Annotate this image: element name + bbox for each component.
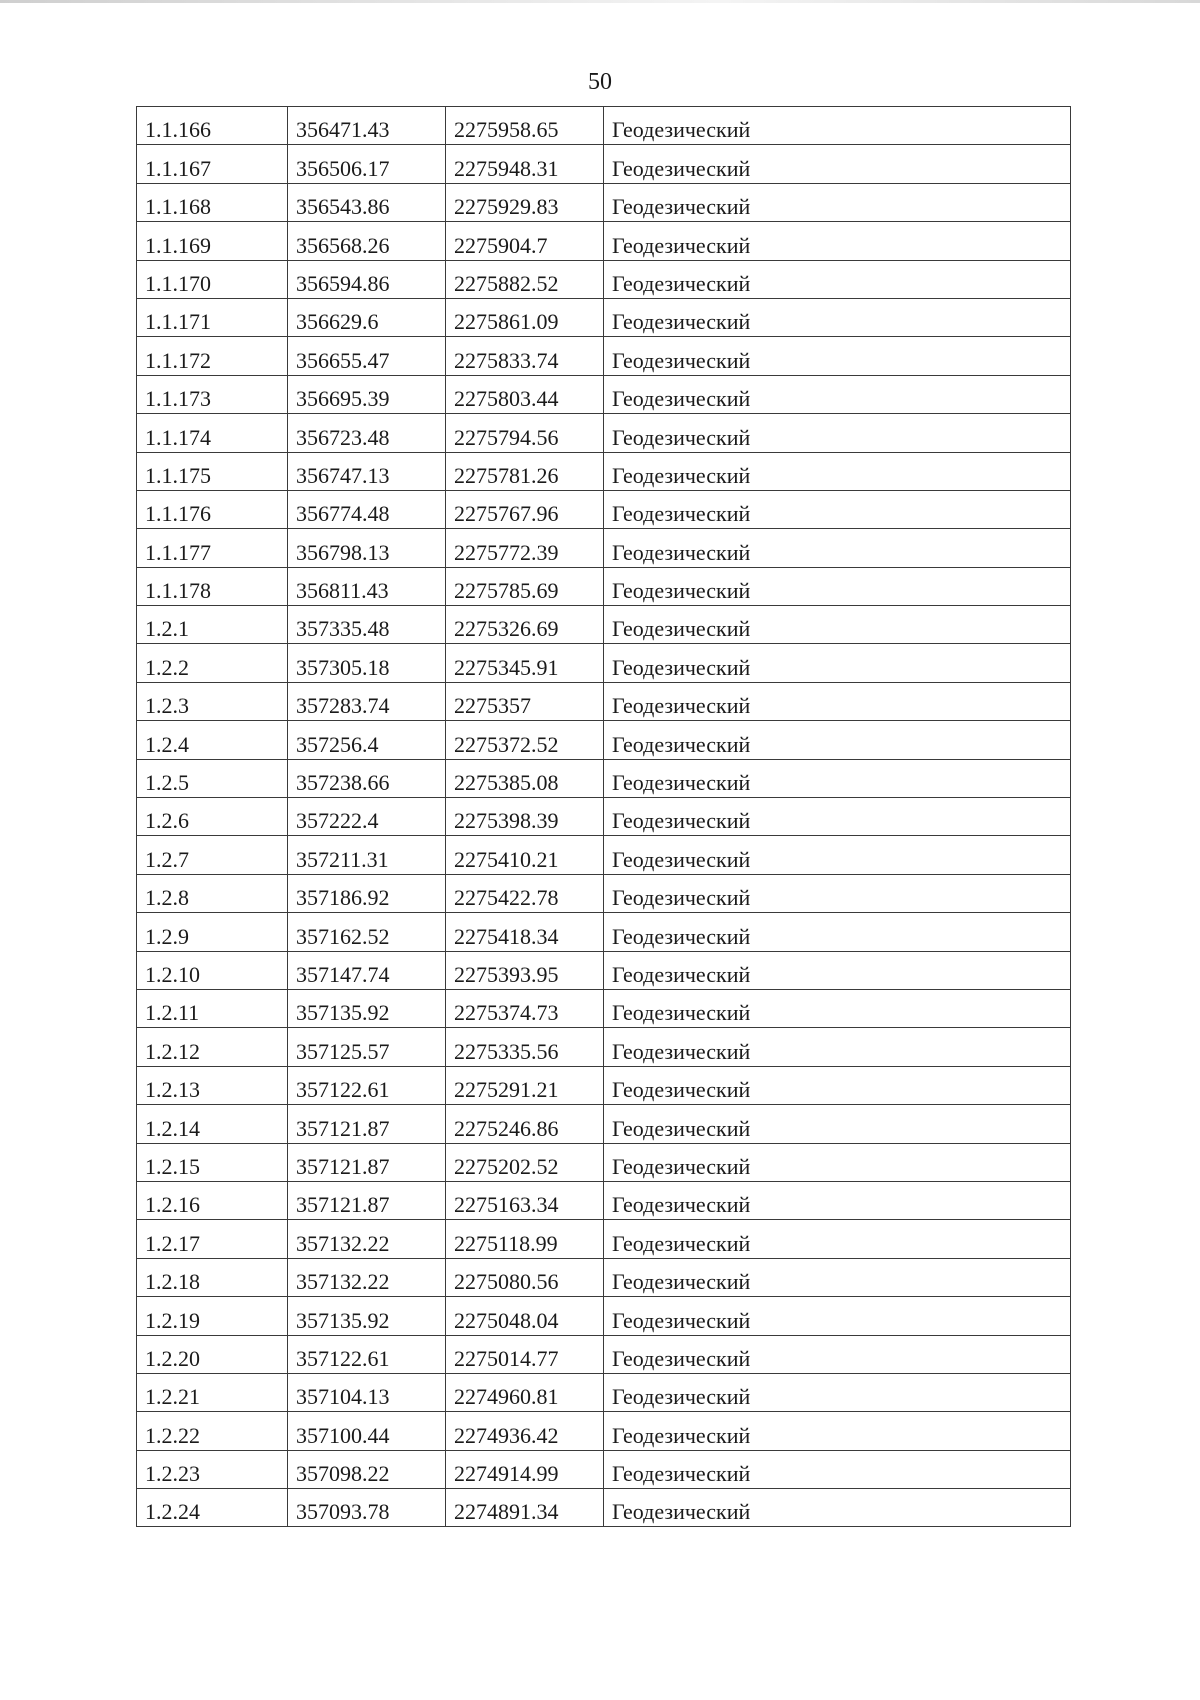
method-cell: Геодезический [604, 1489, 1071, 1527]
x-coordinate-cell: 357256.4 [288, 721, 446, 759]
y-coordinate-cell: 2275958.65 [446, 107, 604, 145]
y-coordinate-cell: 2275803.44 [446, 375, 604, 413]
point-number-cell: 1.2.5 [137, 759, 288, 797]
method-cell: Геодезический [604, 145, 1071, 183]
table-row [137, 298, 1071, 336]
method-cell: Геодезический [604, 951, 1071, 989]
table-row [137, 1028, 1071, 1066]
scan-top-edge [0, 0, 1200, 3]
x-coordinate-cell: 356695.39 [288, 375, 446, 413]
point-number-cell: 1.1.170 [137, 260, 288, 298]
x-coordinate-cell: 356629.6 [288, 298, 446, 336]
point-number-cell: 1.2.19 [137, 1297, 288, 1335]
point-number-cell: 1.2.22 [137, 1412, 288, 1450]
y-coordinate-cell: 2275772.39 [446, 529, 604, 567]
y-coordinate-cell: 2275781.26 [446, 452, 604, 490]
method-cell: Геодезический [604, 529, 1071, 567]
point-number-cell: 1.2.12 [137, 1028, 288, 1066]
table-row [137, 1143, 1071, 1181]
point-number-cell: 1.1.168 [137, 183, 288, 221]
x-coordinate-cell: 357305.18 [288, 644, 446, 682]
x-coordinate-cell: 357132.22 [288, 1258, 446, 1296]
table-row [137, 1450, 1071, 1488]
y-coordinate-cell: 2275326.69 [446, 606, 604, 644]
y-coordinate-cell: 2275385.08 [446, 759, 604, 797]
point-number-cell: 1.2.11 [137, 989, 288, 1027]
point-number-cell: 1.1.175 [137, 452, 288, 490]
table-row [137, 836, 1071, 874]
y-coordinate-cell: 2275335.56 [446, 1028, 604, 1066]
x-coordinate-cell: 356506.17 [288, 145, 446, 183]
method-cell: Геодезический [604, 682, 1071, 720]
table-row [137, 183, 1071, 221]
y-coordinate-cell: 2274936.42 [446, 1412, 604, 1450]
point-number-cell: 1.1.169 [137, 222, 288, 260]
method-cell: Геодезический [604, 490, 1071, 528]
method-cell: Геодезический [604, 1105, 1071, 1143]
y-coordinate-cell: 2275246.86 [446, 1105, 604, 1143]
table-row [137, 145, 1071, 183]
table-row [137, 606, 1071, 644]
method-cell: Геодезический [604, 759, 1071, 797]
method-cell: Геодезический [604, 337, 1071, 375]
x-coordinate-cell: 357283.74 [288, 682, 446, 720]
x-coordinate-cell: 357238.66 [288, 759, 446, 797]
point-number-cell: 1.2.23 [137, 1450, 288, 1488]
method-cell: Геодезический [604, 260, 1071, 298]
table-row [137, 989, 1071, 1027]
table-row [137, 375, 1071, 413]
method-cell: Геодезический [604, 107, 1071, 145]
y-coordinate-cell: 2275904.7 [446, 222, 604, 260]
point-number-cell: 1.2.16 [137, 1181, 288, 1219]
x-coordinate-cell: 356811.43 [288, 567, 446, 605]
y-coordinate-cell: 2275357 [446, 682, 604, 720]
y-coordinate-cell: 2275080.56 [446, 1258, 604, 1296]
y-coordinate-cell: 2275767.96 [446, 490, 604, 528]
y-coordinate-cell: 2275048.04 [446, 1297, 604, 1335]
method-cell: Геодезический [604, 1412, 1071, 1450]
method-cell: Геодезический [604, 644, 1071, 682]
y-coordinate-cell: 2275372.52 [446, 721, 604, 759]
y-coordinate-cell: 2275345.91 [446, 644, 604, 682]
point-number-cell: 1.2.10 [137, 951, 288, 989]
table-row [137, 567, 1071, 605]
method-cell: Геодезический [604, 798, 1071, 836]
x-coordinate-cell: 357104.13 [288, 1373, 446, 1411]
method-cell: Геодезический [604, 183, 1071, 221]
point-number-cell: 1.2.17 [137, 1220, 288, 1258]
x-coordinate-cell: 356471.43 [288, 107, 446, 145]
point-number-cell: 1.2.20 [137, 1335, 288, 1373]
table-row [137, 1412, 1071, 1450]
method-cell: Геодезический [604, 1297, 1071, 1335]
y-coordinate-cell: 2275929.83 [446, 183, 604, 221]
point-number-cell: 1.2.13 [137, 1066, 288, 1104]
x-coordinate-cell: 357186.92 [288, 874, 446, 912]
x-coordinate-cell: 357135.92 [288, 1297, 446, 1335]
point-number-cell: 1.2.15 [137, 1143, 288, 1181]
table-row [137, 260, 1071, 298]
y-coordinate-cell: 2275422.78 [446, 874, 604, 912]
table-row [137, 222, 1071, 260]
table-row [137, 759, 1071, 797]
method-cell: Геодезический [604, 1335, 1071, 1373]
x-coordinate-cell: 356747.13 [288, 452, 446, 490]
y-coordinate-cell: 2275163.34 [446, 1181, 604, 1219]
y-coordinate-cell: 2274960.81 [446, 1373, 604, 1411]
x-coordinate-cell: 356774.48 [288, 490, 446, 528]
method-cell: Геодезический [604, 1181, 1071, 1219]
point-number-cell: 1.2.7 [137, 836, 288, 874]
x-coordinate-cell: 357122.61 [288, 1335, 446, 1373]
point-number-cell: 1.1.173 [137, 375, 288, 413]
point-number-cell: 1.2.4 [137, 721, 288, 759]
y-coordinate-cell: 2275398.39 [446, 798, 604, 836]
y-coordinate-cell: 2275833.74 [446, 337, 604, 375]
y-coordinate-cell: 2275410.21 [446, 836, 604, 874]
x-coordinate-cell: 357098.22 [288, 1450, 446, 1488]
method-cell: Геодезический [604, 874, 1071, 912]
page-number: 50 [588, 69, 612, 95]
y-coordinate-cell: 2275374.73 [446, 989, 604, 1027]
x-coordinate-cell: 357125.57 [288, 1028, 446, 1066]
x-coordinate-cell: 357222.4 [288, 798, 446, 836]
method-cell: Геодезический [604, 222, 1071, 260]
point-number-cell: 1.2.3 [137, 682, 288, 720]
y-coordinate-cell: 2275393.95 [446, 951, 604, 989]
table-row [137, 414, 1071, 452]
y-coordinate-cell: 2274891.34 [446, 1489, 604, 1527]
table-row [137, 1335, 1071, 1373]
y-coordinate-cell: 2275291.21 [446, 1066, 604, 1104]
method-cell: Геодезический [604, 721, 1071, 759]
method-cell: Геодезический [604, 989, 1071, 1027]
point-number-cell: 1.1.166 [137, 107, 288, 145]
y-coordinate-cell: 2275785.69 [446, 567, 604, 605]
point-number-cell: 1.1.172 [137, 337, 288, 375]
x-coordinate-cell: 357211.31 [288, 836, 446, 874]
method-cell: Геодезический [604, 567, 1071, 605]
x-coordinate-cell: 357122.61 [288, 1066, 446, 1104]
y-coordinate-cell: 2275948.31 [446, 145, 604, 183]
table-row [137, 913, 1071, 951]
method-cell: Геодезический [604, 836, 1071, 874]
method-cell: Геодезический [604, 1143, 1071, 1181]
point-number-cell: 1.2.18 [137, 1258, 288, 1296]
x-coordinate-cell: 357147.74 [288, 951, 446, 989]
table-row [137, 721, 1071, 759]
table-row [137, 798, 1071, 836]
method-cell: Геодезический [604, 1220, 1071, 1258]
point-number-cell: 1.1.178 [137, 567, 288, 605]
table-row [137, 490, 1071, 528]
method-cell: Геодезический [604, 913, 1071, 951]
point-number-cell: 1.2.1 [137, 606, 288, 644]
x-coordinate-cell: 357132.22 [288, 1220, 446, 1258]
table-row [137, 107, 1071, 145]
y-coordinate-cell: 2275118.99 [446, 1220, 604, 1258]
y-coordinate-cell: 2275418.34 [446, 913, 604, 951]
table-row [137, 1258, 1071, 1296]
method-cell: Геодезический [604, 1258, 1071, 1296]
table-row [137, 1181, 1071, 1219]
method-cell: Геодезический [604, 1028, 1071, 1066]
table-row [137, 1489, 1071, 1527]
point-number-cell: 1.1.177 [137, 529, 288, 567]
coordinates-table [136, 106, 1071, 1527]
method-cell: Геодезический [604, 452, 1071, 490]
point-number-cell: 1.1.167 [137, 145, 288, 183]
point-number-cell: 1.1.174 [137, 414, 288, 452]
y-coordinate-cell: 2275861.09 [446, 298, 604, 336]
table-row [137, 1105, 1071, 1143]
x-coordinate-cell: 356798.13 [288, 529, 446, 567]
table-row [137, 874, 1071, 912]
x-coordinate-cell: 356568.26 [288, 222, 446, 260]
x-coordinate-cell: 357093.78 [288, 1489, 446, 1527]
method-cell: Геодезический [604, 414, 1071, 452]
x-coordinate-cell: 357121.87 [288, 1181, 446, 1219]
y-coordinate-cell: 2275794.56 [446, 414, 604, 452]
table-row [137, 1297, 1071, 1335]
point-number-cell: 1.2.8 [137, 874, 288, 912]
point-number-cell: 1.1.176 [137, 490, 288, 528]
x-coordinate-cell: 356723.48 [288, 414, 446, 452]
method-cell: Геодезический [604, 298, 1071, 336]
method-cell: Геодезический [604, 1373, 1071, 1411]
table-row [137, 1220, 1071, 1258]
x-coordinate-cell: 357335.48 [288, 606, 446, 644]
coordinates-table-body [137, 107, 1071, 1527]
x-coordinate-cell: 357100.44 [288, 1412, 446, 1450]
table-row [137, 1373, 1071, 1411]
point-number-cell: 1.2.21 [137, 1373, 288, 1411]
x-coordinate-cell: 357121.87 [288, 1105, 446, 1143]
point-number-cell: 1.2.2 [137, 644, 288, 682]
point-number-cell: 1.1.171 [137, 298, 288, 336]
point-number-cell: 1.2.9 [137, 913, 288, 951]
method-cell: Геодезический [604, 375, 1071, 413]
x-coordinate-cell: 356543.86 [288, 183, 446, 221]
y-coordinate-cell: 2275014.77 [446, 1335, 604, 1373]
method-cell: Геодезический [604, 1066, 1071, 1104]
table-row [137, 682, 1071, 720]
table-row [137, 337, 1071, 375]
method-cell: Геодезический [604, 1450, 1071, 1488]
table-row [137, 951, 1071, 989]
table-row [137, 644, 1071, 682]
point-number-cell: 1.2.24 [137, 1489, 288, 1527]
method-cell: Геодезический [604, 606, 1071, 644]
table-row [137, 452, 1071, 490]
y-coordinate-cell: 2274914.99 [446, 1450, 604, 1488]
x-coordinate-cell: 357162.52 [288, 913, 446, 951]
table-row [137, 529, 1071, 567]
x-coordinate-cell: 357121.87 [288, 1143, 446, 1181]
point-number-cell: 1.2.14 [137, 1105, 288, 1143]
y-coordinate-cell: 2275882.52 [446, 260, 604, 298]
x-coordinate-cell: 356594.86 [288, 260, 446, 298]
point-number-cell: 1.2.6 [137, 798, 288, 836]
y-coordinate-cell: 2275202.52 [446, 1143, 604, 1181]
x-coordinate-cell: 357135.92 [288, 989, 446, 1027]
x-coordinate-cell: 356655.47 [288, 337, 446, 375]
table-row [137, 1066, 1071, 1104]
